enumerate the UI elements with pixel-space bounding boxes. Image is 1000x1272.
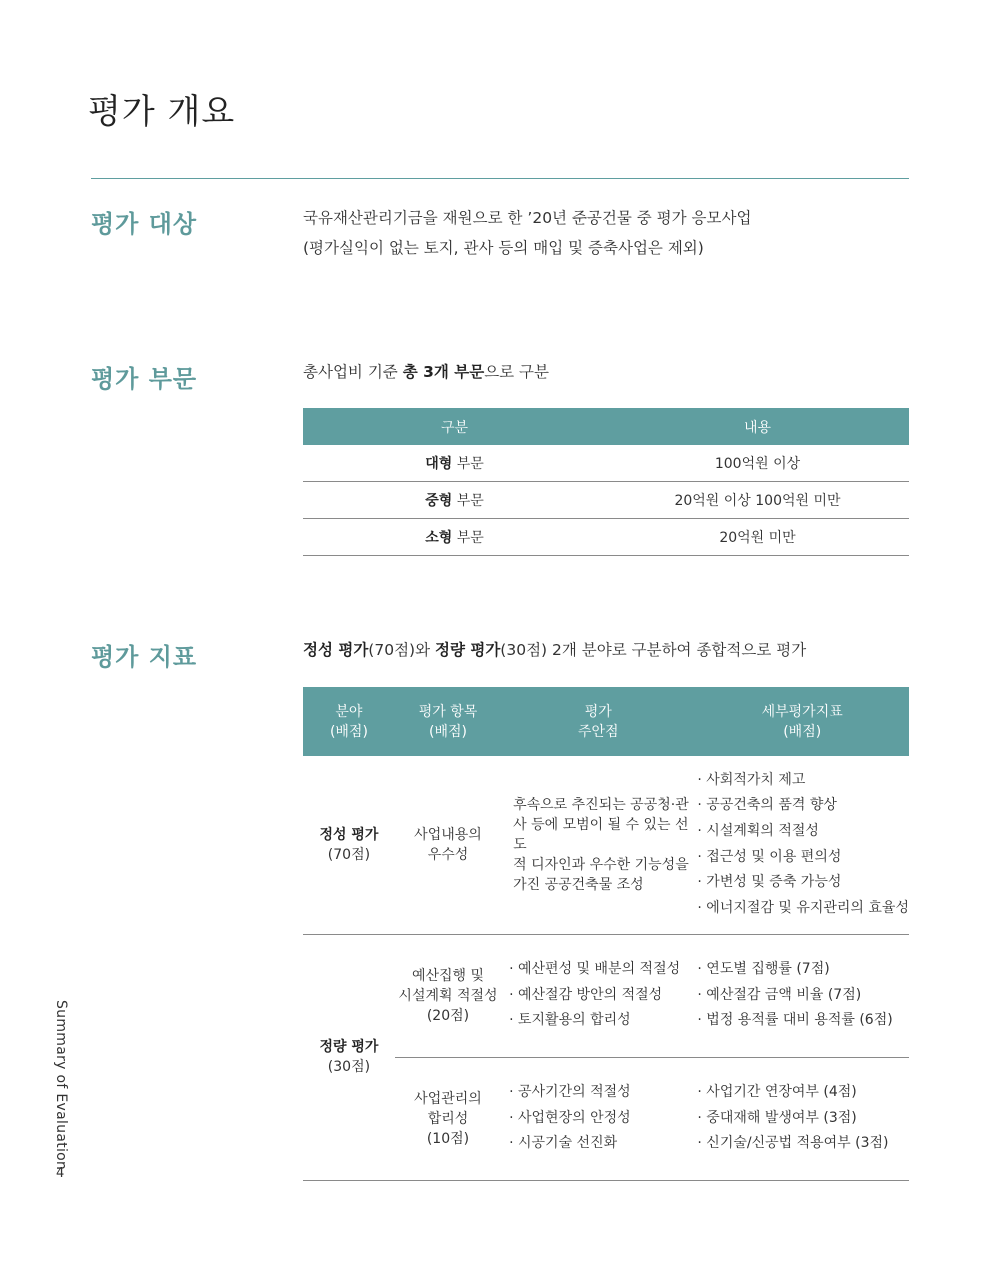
- item-line: 사업관리의: [414, 1090, 482, 1107]
- list-item: · 예산절감 방안의 적절성: [509, 983, 695, 1009]
- quantitative-item-cell: [395, 934, 501, 1057]
- item-line: 시설계획 적절성: [398, 987, 498, 1004]
- table-row: [303, 482, 909, 519]
- list-item: · 법정 용적률 대비 용적률 (6점): [697, 1008, 909, 1034]
- list-item: · 사업기간 연장여부 (4점): [697, 1080, 909, 1106]
- quantitative-focus-cell: [501, 934, 695, 1057]
- indicator-intro-text-1: (70점)와: [368, 641, 435, 659]
- section-heading-indicator: 평가 지표: [91, 643, 198, 671]
- quantitative-score: (30점): [327, 1059, 371, 1075]
- quantitative-details-list: [697, 1080, 909, 1157]
- list-item: · 토지활용의 합리성: [509, 1008, 695, 1034]
- indicator-intro-text-2: (30점) 2개 분야로 구분하여 종합적으로 평가: [500, 641, 807, 659]
- list-item: · 예산절감 금액 비율 (7점): [697, 983, 909, 1009]
- qualitative-details-cell: [695, 756, 909, 934]
- quantitative-details-list: [697, 957, 909, 1034]
- table-row: [303, 445, 909, 482]
- category-content-cell: 20억원 이상 100억원 미만: [606, 482, 909, 519]
- quantitative-item-cell: [395, 1057, 501, 1180]
- category-name-rest: 부문: [452, 493, 484, 509]
- quantitative-focus-list: [509, 957, 695, 1034]
- list-item: · 예산편성 및 배분의 적절성: [509, 957, 695, 983]
- list-item: · 사회적가치 제고: [697, 768, 909, 794]
- target-line-2: (평가실익이 없는 토지, 관사 등의 매입 및 증축사업은 제외): [303, 239, 704, 257]
- category-name-cell: [303, 482, 606, 519]
- header-details: [695, 687, 909, 756]
- quantitative-details-cell: [695, 1057, 909, 1180]
- focus-line: 가진 공공건축물 조성: [513, 876, 644, 893]
- category-header-content: 내용: [606, 408, 909, 445]
- indicator-table-header: [303, 687, 909, 756]
- category-name-bold: 소형: [425, 530, 453, 546]
- header-details-l1: 세부평가지표: [761, 703, 843, 720]
- quantitative-field-cell: [303, 934, 395, 1180]
- qualitative-details-list: [697, 768, 909, 922]
- table-row-qualitative: [303, 756, 909, 934]
- side-label: Summary of Evaluation: [53, 1000, 69, 1171]
- header-item: [395, 687, 501, 756]
- table-row: [303, 519, 909, 556]
- quantitative-details-cell: [695, 934, 909, 1057]
- list-item: · 에너지절감 및 유지관리의 효율성: [697, 896, 909, 922]
- category-intro-pre: 총사업비 기준: [303, 363, 403, 381]
- list-item: · 공사기간의 적절성: [509, 1080, 695, 1106]
- qualitative-focus-cell: [501, 756, 695, 934]
- header-field: [303, 687, 395, 756]
- category-content-cell: 20억원 미만: [606, 519, 909, 556]
- category-content-cell: 100억원 이상: [606, 445, 909, 482]
- category-intro-bold: 총 3개 부문: [402, 363, 485, 381]
- category-name-cell: [303, 519, 606, 556]
- list-item: · 중대재해 발생여부 (3점): [697, 1106, 909, 1132]
- indicator-intro-bold-2: 정량 평가: [435, 641, 501, 659]
- quantitative-focus-cell: [501, 1057, 695, 1180]
- list-item: · 접근성 및 이용 편의성: [697, 845, 909, 871]
- qualitative-score: (70점): [327, 846, 371, 863]
- category-table-header: [303, 408, 909, 445]
- item-line: 합리성: [427, 1110, 469, 1127]
- indicator-table: [303, 687, 909, 1181]
- indicator-intro: [303, 635, 806, 665]
- target-description: [303, 203, 751, 263]
- qualitative-item-l2: 우수성: [427, 846, 469, 863]
- header-focus: [501, 687, 695, 756]
- quantitative-field: 정량 평가: [319, 1039, 379, 1055]
- category-intro-post: 으로 구분: [484, 363, 550, 381]
- category-name-bold: 중형: [425, 493, 453, 509]
- focus-line: 사 등에 모범이 될 수 있는 선도: [513, 816, 689, 853]
- list-item: · 시설계획의 적절성: [697, 819, 909, 845]
- category-name-cell: [303, 445, 606, 482]
- page-number: 4: [56, 1166, 65, 1181]
- qualitative-field-cell: [303, 756, 395, 934]
- header-details-l2: (배점): [783, 723, 822, 740]
- header-field-l2: (배점): [329, 723, 368, 740]
- table-row-quantitative-1: [303, 934, 909, 1057]
- section-heading-target: 평가 대상: [91, 210, 198, 238]
- focus-line: 적 디자인과 우수한 기능성을: [513, 856, 689, 873]
- list-item: · 가변성 및 증축 가능성: [697, 870, 909, 896]
- page-title: 평가 개요: [88, 92, 236, 132]
- table-row-quantitative-2: [303, 1057, 909, 1180]
- header-field-l1: 분야: [335, 703, 363, 720]
- header-focus-l2: 주안점: [577, 723, 619, 740]
- indicator-intro-bold-1: 정성 평가: [303, 641, 369, 659]
- header-item-l1: 평가 항목: [418, 703, 478, 720]
- list-item: · 연도별 집행률 (7점): [697, 957, 909, 983]
- list-item: · 시공기술 선진화: [509, 1131, 695, 1157]
- category-table: [303, 408, 909, 556]
- quantitative-focus-list: [509, 1080, 695, 1157]
- category-name-rest: 부문: [452, 530, 484, 546]
- category-name-rest: 부문: [452, 456, 484, 472]
- category-intro: [303, 357, 549, 387]
- qualitative-item-l1: 사업내용의: [414, 826, 482, 843]
- focus-line: 후속으로 추진되는 공공청·관: [513, 796, 689, 813]
- item-line: 예산집행 및: [411, 967, 485, 984]
- category-name-bold: 대형: [425, 456, 453, 472]
- list-item: · 공공건축의 품격 향상: [697, 793, 909, 819]
- header-focus-l1: 평가: [584, 703, 612, 720]
- category-header-division: 구분: [303, 408, 606, 445]
- section-heading-category: 평가 부문: [91, 365, 198, 393]
- header-item-l2: (배점): [428, 723, 467, 740]
- item-line: (20점): [426, 1007, 470, 1024]
- qualitative-field: 정성 평가: [319, 826, 379, 843]
- list-item: · 신기술/신공법 적용여부 (3점): [697, 1131, 909, 1157]
- target-line-1: 국유재산관리기금을 재원으로 한 ’20년 준공건물 중 평가 응모사업: [303, 209, 752, 227]
- qualitative-item-cell: [395, 756, 501, 934]
- title-divider: [91, 178, 909, 179]
- item-line: (10점): [426, 1130, 470, 1147]
- list-item: · 사업현장의 안정성: [509, 1106, 695, 1132]
